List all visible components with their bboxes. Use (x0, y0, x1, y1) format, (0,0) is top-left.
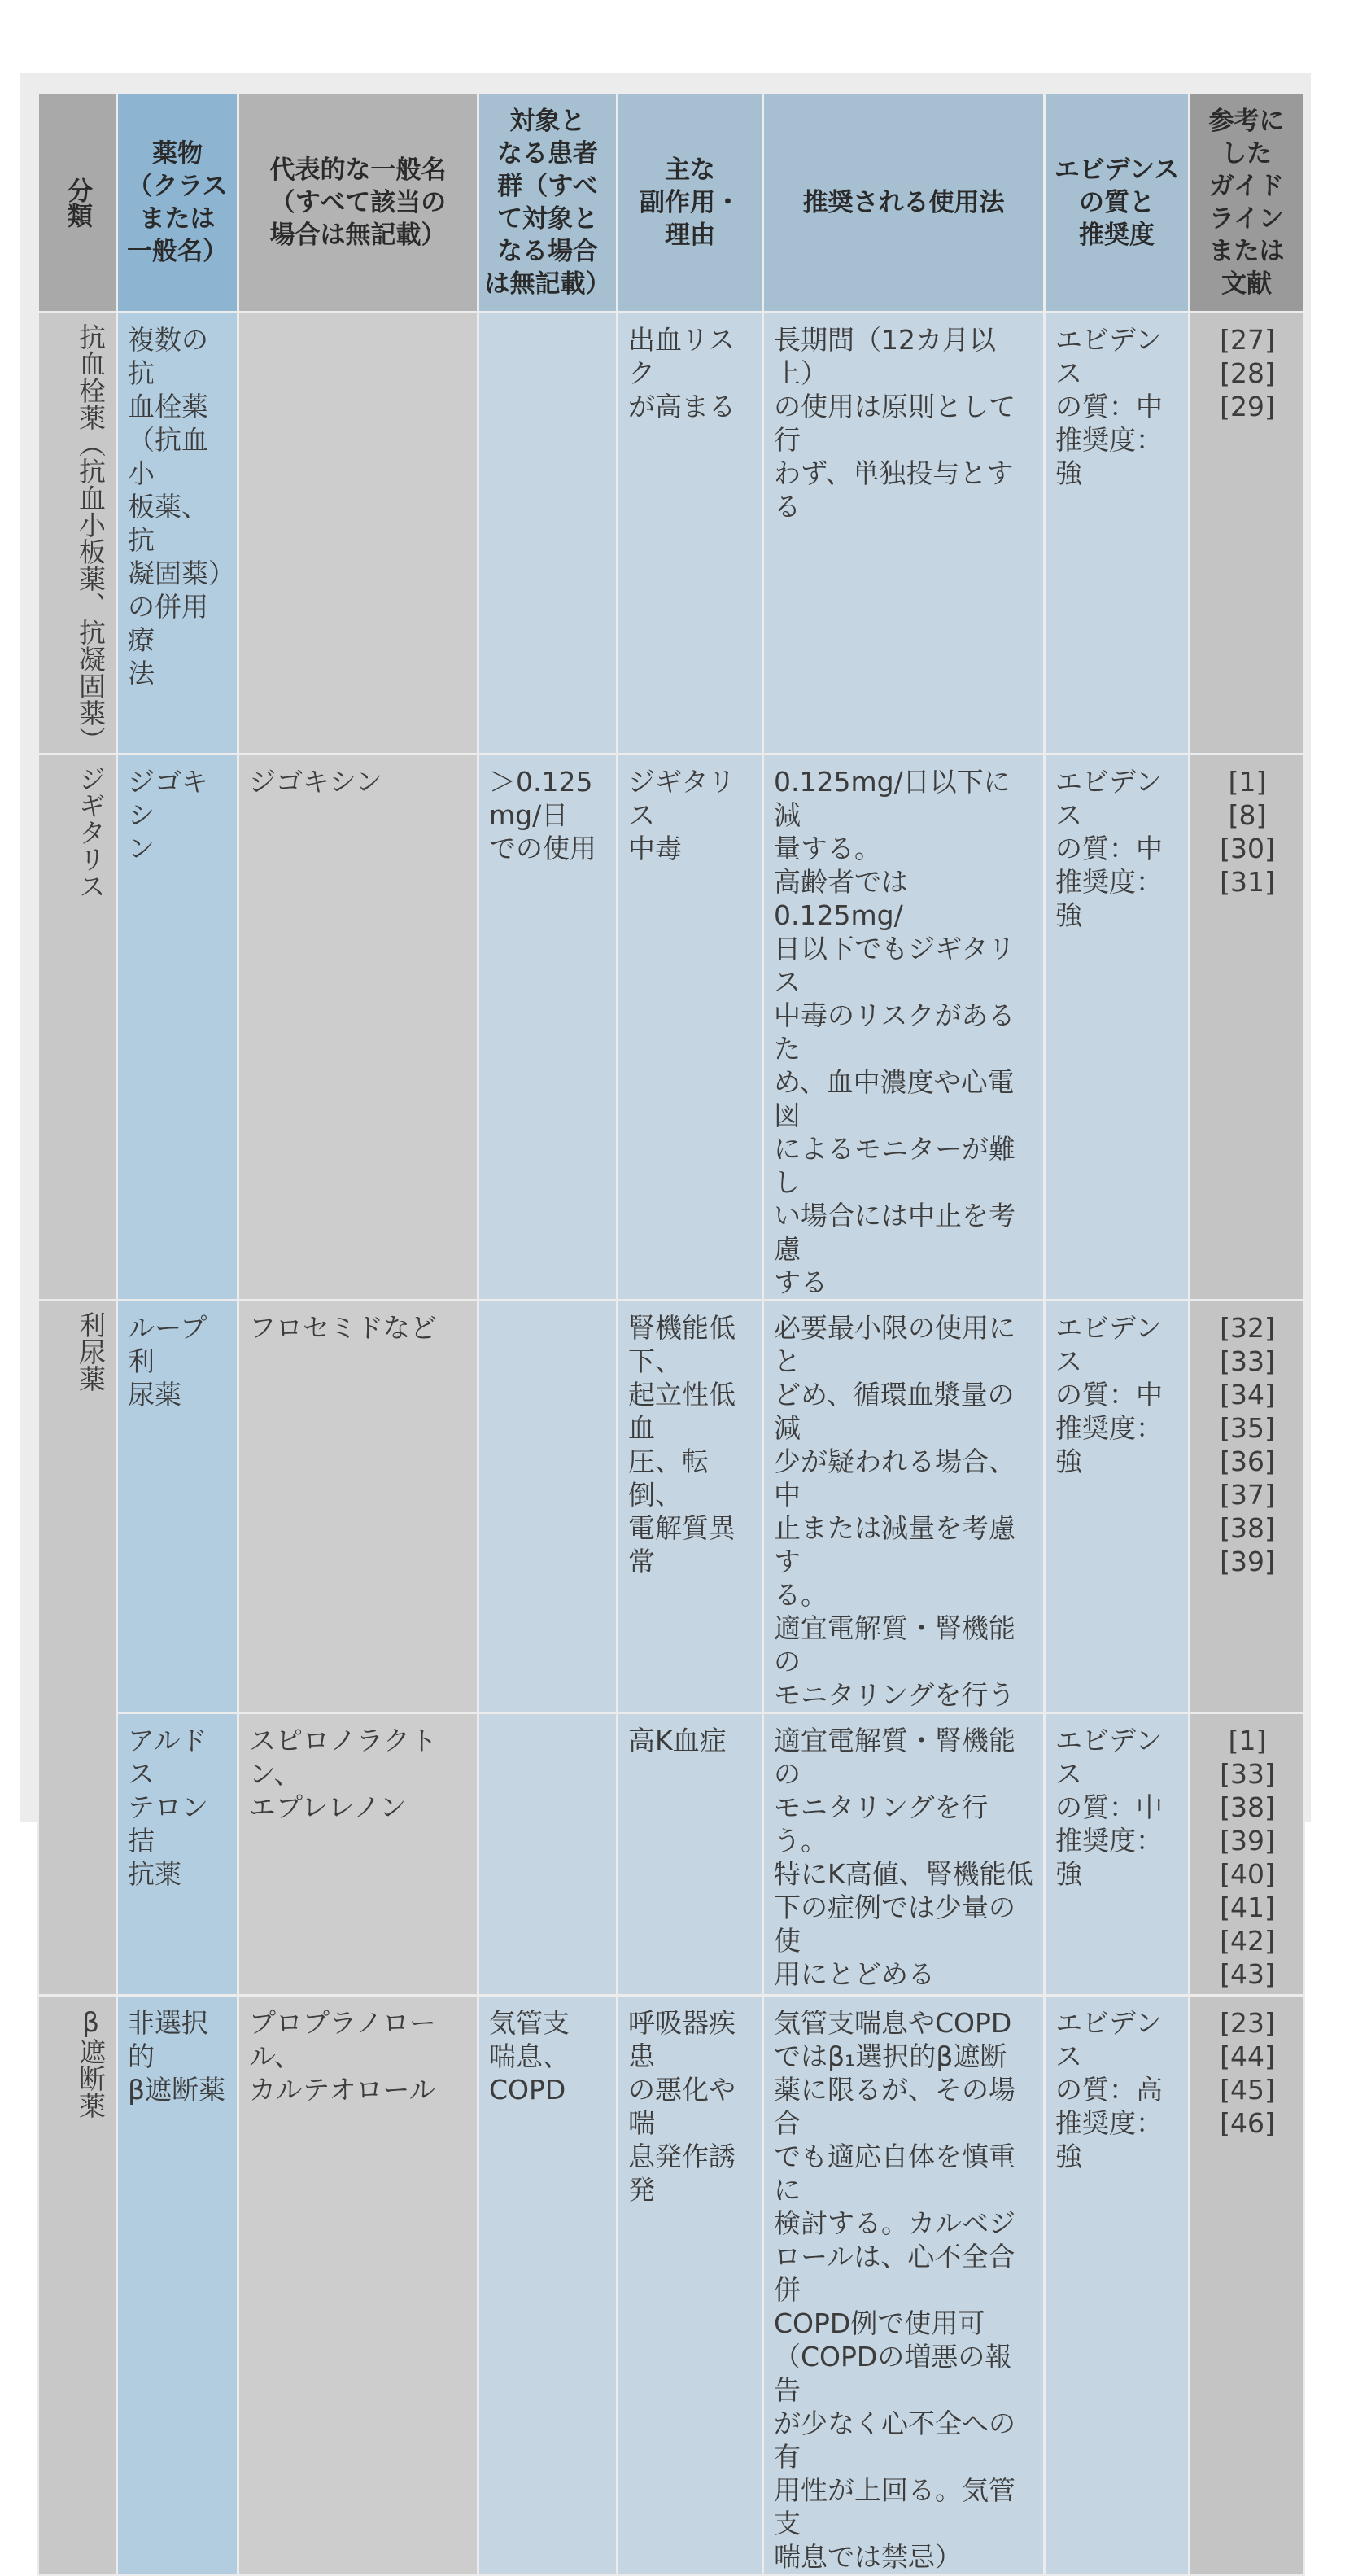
header-drug-line: 薬物 (152, 138, 203, 168)
target-cell (478, 1301, 618, 1713)
recommended-cell (763, 1713, 1045, 1996)
ref-item: [45] (1220, 2074, 1275, 2106)
evidence-line: エビデンス (1055, 1725, 1163, 1790)
side-effect-cell (618, 1996, 763, 2575)
recommended-line: 0.125mg/日以下に減 (774, 766, 1011, 831)
header-generic-line: 場合は無記載） (269, 220, 447, 250)
drug-line: アルドス (128, 1725, 207, 1790)
recommended-line: わず、単独投与とする (774, 457, 1014, 523)
evidence-line: 推奨度：強 (1055, 1825, 1163, 1890)
generic-line: プロプラノロール、 (249, 2007, 437, 2072)
header-row (38, 93, 1304, 313)
recommended-line: 適宜電解質・腎機能の (774, 1725, 1015, 1790)
table-row (38, 754, 1304, 1301)
side-effect-line: 呼吸器疾患 (628, 2007, 736, 2072)
header-refs-line: ガイド (1208, 171, 1285, 201)
generic-cell (238, 754, 478, 1301)
recommended-line: 長期間（12カ月以上） (774, 324, 996, 389)
header-drug-line: 一般名） (127, 236, 228, 266)
drug-cell (117, 1996, 238, 2575)
recommended-line: る。 (774, 1579, 828, 1611)
header-generic-line: （すべて該当の (269, 187, 447, 217)
drug-line: ループ利 (128, 1312, 207, 1377)
header-side-effect (618, 93, 763, 313)
recommended-line: 用にとどめる (774, 1958, 935, 1990)
header-target-line: 群（すべ (497, 171, 598, 201)
evidence-line: エビデンス (1055, 766, 1163, 831)
header-generic (238, 93, 478, 313)
ref-item: [43] (1220, 1958, 1275, 1990)
evidence-line: の質：高 (1055, 2074, 1163, 2106)
side-effect-cell (618, 313, 763, 754)
side-effect-cell (618, 1301, 763, 1713)
evidence-line: 推奨度：強 (1055, 2107, 1163, 2172)
recommended-line: （COPDの増悪の報告 (774, 2341, 1012, 2406)
recommended-line: どめ、循環血漿量の減 (774, 1379, 1015, 1444)
drug-line: β遮断薬 (128, 2074, 226, 2106)
recommended-line: 量する。 (774, 833, 881, 864)
header-drug (117, 93, 238, 313)
recommended-line: 気管支喘息やCOPD (774, 2007, 1012, 2039)
recommended-line: 高齢者では0.125mg/ (774, 866, 908, 931)
header-side-effect-line: 副作用・ (640, 187, 740, 217)
drug-line: 法 (128, 658, 155, 689)
table-row (38, 1996, 1304, 2575)
target-line: COPD (489, 2074, 566, 2106)
header-evidence-line: 推奨度 (1079, 220, 1155, 250)
target-cell (478, 754, 618, 1301)
side-effect-line: の悪化や喘 (628, 2074, 736, 2139)
recommended-line: 日以下でもジギタリス (774, 933, 1015, 998)
header-target-line: 対象と (509, 106, 586, 136)
header-target-line: なる患者 (497, 138, 598, 168)
header-category: 分類 (38, 93, 117, 313)
drug-line: の併用療 (128, 591, 208, 656)
recommended-cell (763, 754, 1045, 1301)
recommended-cell (763, 1996, 1045, 2575)
header-target-line: なる場合 (497, 236, 598, 266)
target-cell (478, 313, 618, 754)
target-line: 気管支 (489, 2007, 570, 2039)
evidence-cell (1045, 1301, 1190, 1713)
ref-item: [30] (1220, 833, 1275, 864)
drug-caution-table (37, 91, 1305, 2576)
recommended-line: 特にK高値、腎機能低 (774, 1858, 1033, 1890)
target-line: 喘息、 (489, 2040, 570, 2072)
drug-line: （抗血小 (128, 424, 208, 489)
drug-line: ン (128, 833, 155, 864)
recommended-line: 止または減量を考慮す (774, 1512, 1015, 1577)
recommended-line: ロールは、心不全合併 (774, 2241, 1015, 2306)
recommended-line: モニタリングを行う (774, 1679, 1015, 1711)
generic-line: エプレレノン (249, 1791, 407, 1823)
side-effect-line: 下、 (628, 1345, 682, 1377)
evidence-cell (1045, 313, 1190, 754)
header-evidence-line: の質と (1079, 187, 1155, 217)
drug-cell (117, 1301, 238, 1713)
evidence-line: 推奨度：強 (1055, 866, 1163, 931)
refs-cell (1190, 1301, 1304, 1713)
side-effect-line: 息発作誘発 (628, 2141, 736, 2206)
target-line: ＞0.125 (489, 766, 593, 798)
header-target-line: て対象と (497, 203, 598, 234)
header-refs-line: 参考に (1208, 106, 1285, 136)
target-line: mg/日 (489, 799, 569, 831)
generic-cell (238, 1301, 478, 1713)
recommended-cell (763, 313, 1045, 754)
header-target (478, 93, 618, 313)
header-refs-line: ライン (1208, 203, 1285, 234)
drug-line: ジゴキシ (128, 766, 208, 831)
header-refs (1190, 93, 1304, 313)
category-cell: 抗血栓薬（抗血小板薬、抗凝固薬） (38, 313, 117, 754)
header-evidence-line: エビデンス (1054, 155, 1180, 185)
drug-line: 尿薬 (128, 1379, 181, 1410)
header-evidence (1045, 93, 1190, 313)
recommended-line: 適宜電解質・腎機能の (774, 1612, 1015, 1677)
refs-cell (1190, 313, 1304, 754)
recommended-line: が少なく心不全への有 (774, 2408, 1015, 2473)
header-drug-line: （クラス (127, 171, 228, 201)
refs-cell (1190, 1713, 1304, 1996)
evidence-line: エビデンス (1055, 324, 1163, 389)
ref-item: [33] (1220, 1345, 1275, 1377)
target-cell (478, 1996, 618, 2575)
table-row (38, 1301, 1304, 1713)
ref-item: [37] (1220, 1479, 1275, 1511)
drug-cell (117, 1713, 238, 1996)
side-effect-line: 圧、転倒、 (628, 1445, 709, 1511)
ref-item: [28] (1220, 357, 1275, 389)
ref-item: [34] (1220, 1379, 1275, 1410)
drug-line: 血栓薬 (128, 391, 208, 422)
generic-cell (238, 1713, 478, 1996)
recommended-line: する (774, 1266, 828, 1298)
ref-item: [8] (1228, 799, 1267, 831)
ref-item: [40] (1220, 1858, 1275, 1890)
drug-line: 板薬、抗 (128, 491, 208, 556)
recommended-line: の使用は原則として行 (774, 391, 1015, 456)
ref-item: [44] (1220, 2040, 1275, 2072)
drug-line: 複数の抗 (128, 324, 208, 389)
recommended-line: COPD例で使用可 (774, 2307, 985, 2339)
ref-item: [42] (1220, 1925, 1275, 1957)
side-effect-cell (618, 754, 763, 1301)
side-effect-line: 出血リスク (628, 324, 736, 389)
table-row (38, 1713, 1304, 1996)
ref-item: [33] (1220, 1758, 1275, 1790)
ref-item: [1] (1228, 766, 1267, 798)
header-drug-line: または (139, 203, 216, 234)
evidence-cell (1045, 1713, 1190, 1996)
target-line: での使用 (489, 833, 596, 864)
side-effect-line: 腎機能低 (628, 1312, 736, 1344)
recommended-line: 中毒のリスクがあるた (774, 999, 1015, 1065)
side-effect-line: が高まる (628, 391, 736, 422)
ref-item: [29] (1220, 391, 1275, 422)
drug-cell (117, 313, 238, 754)
ref-item: [41] (1220, 1892, 1275, 1923)
category-cell: ジギタリス (38, 754, 117, 1301)
drug-line: テロン拮 (128, 1791, 208, 1857)
generic-cell (238, 313, 478, 754)
recommended-line: 下の症例では少量の使 (774, 1892, 1015, 1957)
category-cell: 利尿薬 (38, 1301, 117, 1996)
ref-item: [32] (1220, 1312, 1275, 1344)
drug-line: 非選択的 (128, 2007, 208, 2072)
side-effect-line: 高K血症 (628, 1725, 727, 1756)
category-cell: β遮断薬 (38, 1996, 117, 2575)
recommended-line: モニタリングを行う。 (774, 1791, 989, 1857)
header-side-effect-line: 主な (665, 155, 715, 185)
generic-line: ジゴキシン (249, 766, 382, 798)
recommended-line: め、血中濃度や心電図 (774, 1066, 1015, 1131)
ref-item: [27] (1220, 324, 1275, 356)
header-recommended: 推奨される使用法 (763, 93, 1045, 313)
ref-item: [39] (1220, 1546, 1275, 1577)
recommended-line: 少が疑われる場合、中 (774, 1445, 1015, 1511)
ref-item: [36] (1220, 1445, 1275, 1477)
evidence-line: の質：中 (1055, 1379, 1163, 1410)
ref-item: [35] (1220, 1412, 1275, 1444)
refs-cell (1190, 754, 1304, 1301)
recommended-cell (763, 1301, 1045, 1713)
evidence-line: エビデンス (1055, 1312, 1163, 1377)
evidence-line: の質：中 (1055, 833, 1163, 864)
side-effect-line: 起立性低血 (628, 1379, 736, 1444)
header-target-line: は無記載） (484, 269, 611, 299)
header-refs-line: または (1208, 236, 1285, 266)
evidence-line: 推奨度：強 (1055, 1412, 1163, 1477)
ref-item: [1] (1228, 1725, 1267, 1756)
recommended-line: 喘息では禁忌） (774, 2541, 962, 2573)
side-effect-line: 中毒 (628, 833, 682, 864)
side-effect-cell (618, 1713, 763, 1996)
ref-item: [39] (1220, 1825, 1275, 1857)
evidence-line: の質：中 (1055, 391, 1163, 422)
generic-cell (238, 1996, 478, 2575)
generic-line: フロセミドなど (249, 1312, 437, 1344)
side-effect-line: ジギタリス (628, 766, 736, 831)
header-side-effect-line: 理由 (665, 220, 715, 250)
recommended-line: ではβ₁選択的β遮断 (774, 2040, 1007, 2072)
drug-line: 抗薬 (128, 1858, 181, 1890)
recommended-line: でも適応自体を慎重に (774, 2141, 1015, 2206)
evidence-cell (1045, 754, 1190, 1301)
evidence-line: の質：中 (1055, 1791, 1163, 1823)
refs-cell (1190, 1996, 1304, 2575)
recommended-line: い場合には中止を考慮 (774, 1200, 1015, 1265)
recommended-line: 薬に限るが、その場合 (774, 2074, 1015, 2139)
header-generic-line: 代表的な一般名 (269, 155, 447, 185)
ref-item: [38] (1220, 1512, 1275, 1544)
generic-line: カルテオロール (249, 2074, 436, 2106)
recommended-line: 用性が上回る。気管支 (774, 2474, 1015, 2539)
recommended-line: によるモニターが難し (774, 1133, 1015, 1198)
side-effect-line: 電解質異常 (628, 1512, 736, 1577)
drug-line: 凝固薬） (128, 558, 235, 589)
generic-line: スピロノラクトン、 (249, 1725, 437, 1790)
header-refs-line: 文献 (1221, 269, 1272, 299)
header-refs-line: した (1221, 138, 1272, 168)
ref-item: [46] (1220, 2107, 1275, 2139)
drug-cell (117, 754, 238, 1301)
recommended-line: 必要最小限の使用にと (774, 1312, 1015, 1377)
recommended-line: 検討する。カルベジ (774, 2207, 1015, 2239)
target-cell (478, 1713, 618, 1996)
evidence-line: エビデンス (1055, 2007, 1163, 2072)
ref-item: [23] (1220, 2007, 1275, 2039)
ref-item: [31] (1220, 866, 1275, 898)
evidence-cell (1045, 1996, 1190, 2575)
evidence-line: 推奨度：強 (1055, 424, 1163, 489)
table-row (38, 313, 1304, 754)
ref-item: [38] (1220, 1791, 1275, 1823)
